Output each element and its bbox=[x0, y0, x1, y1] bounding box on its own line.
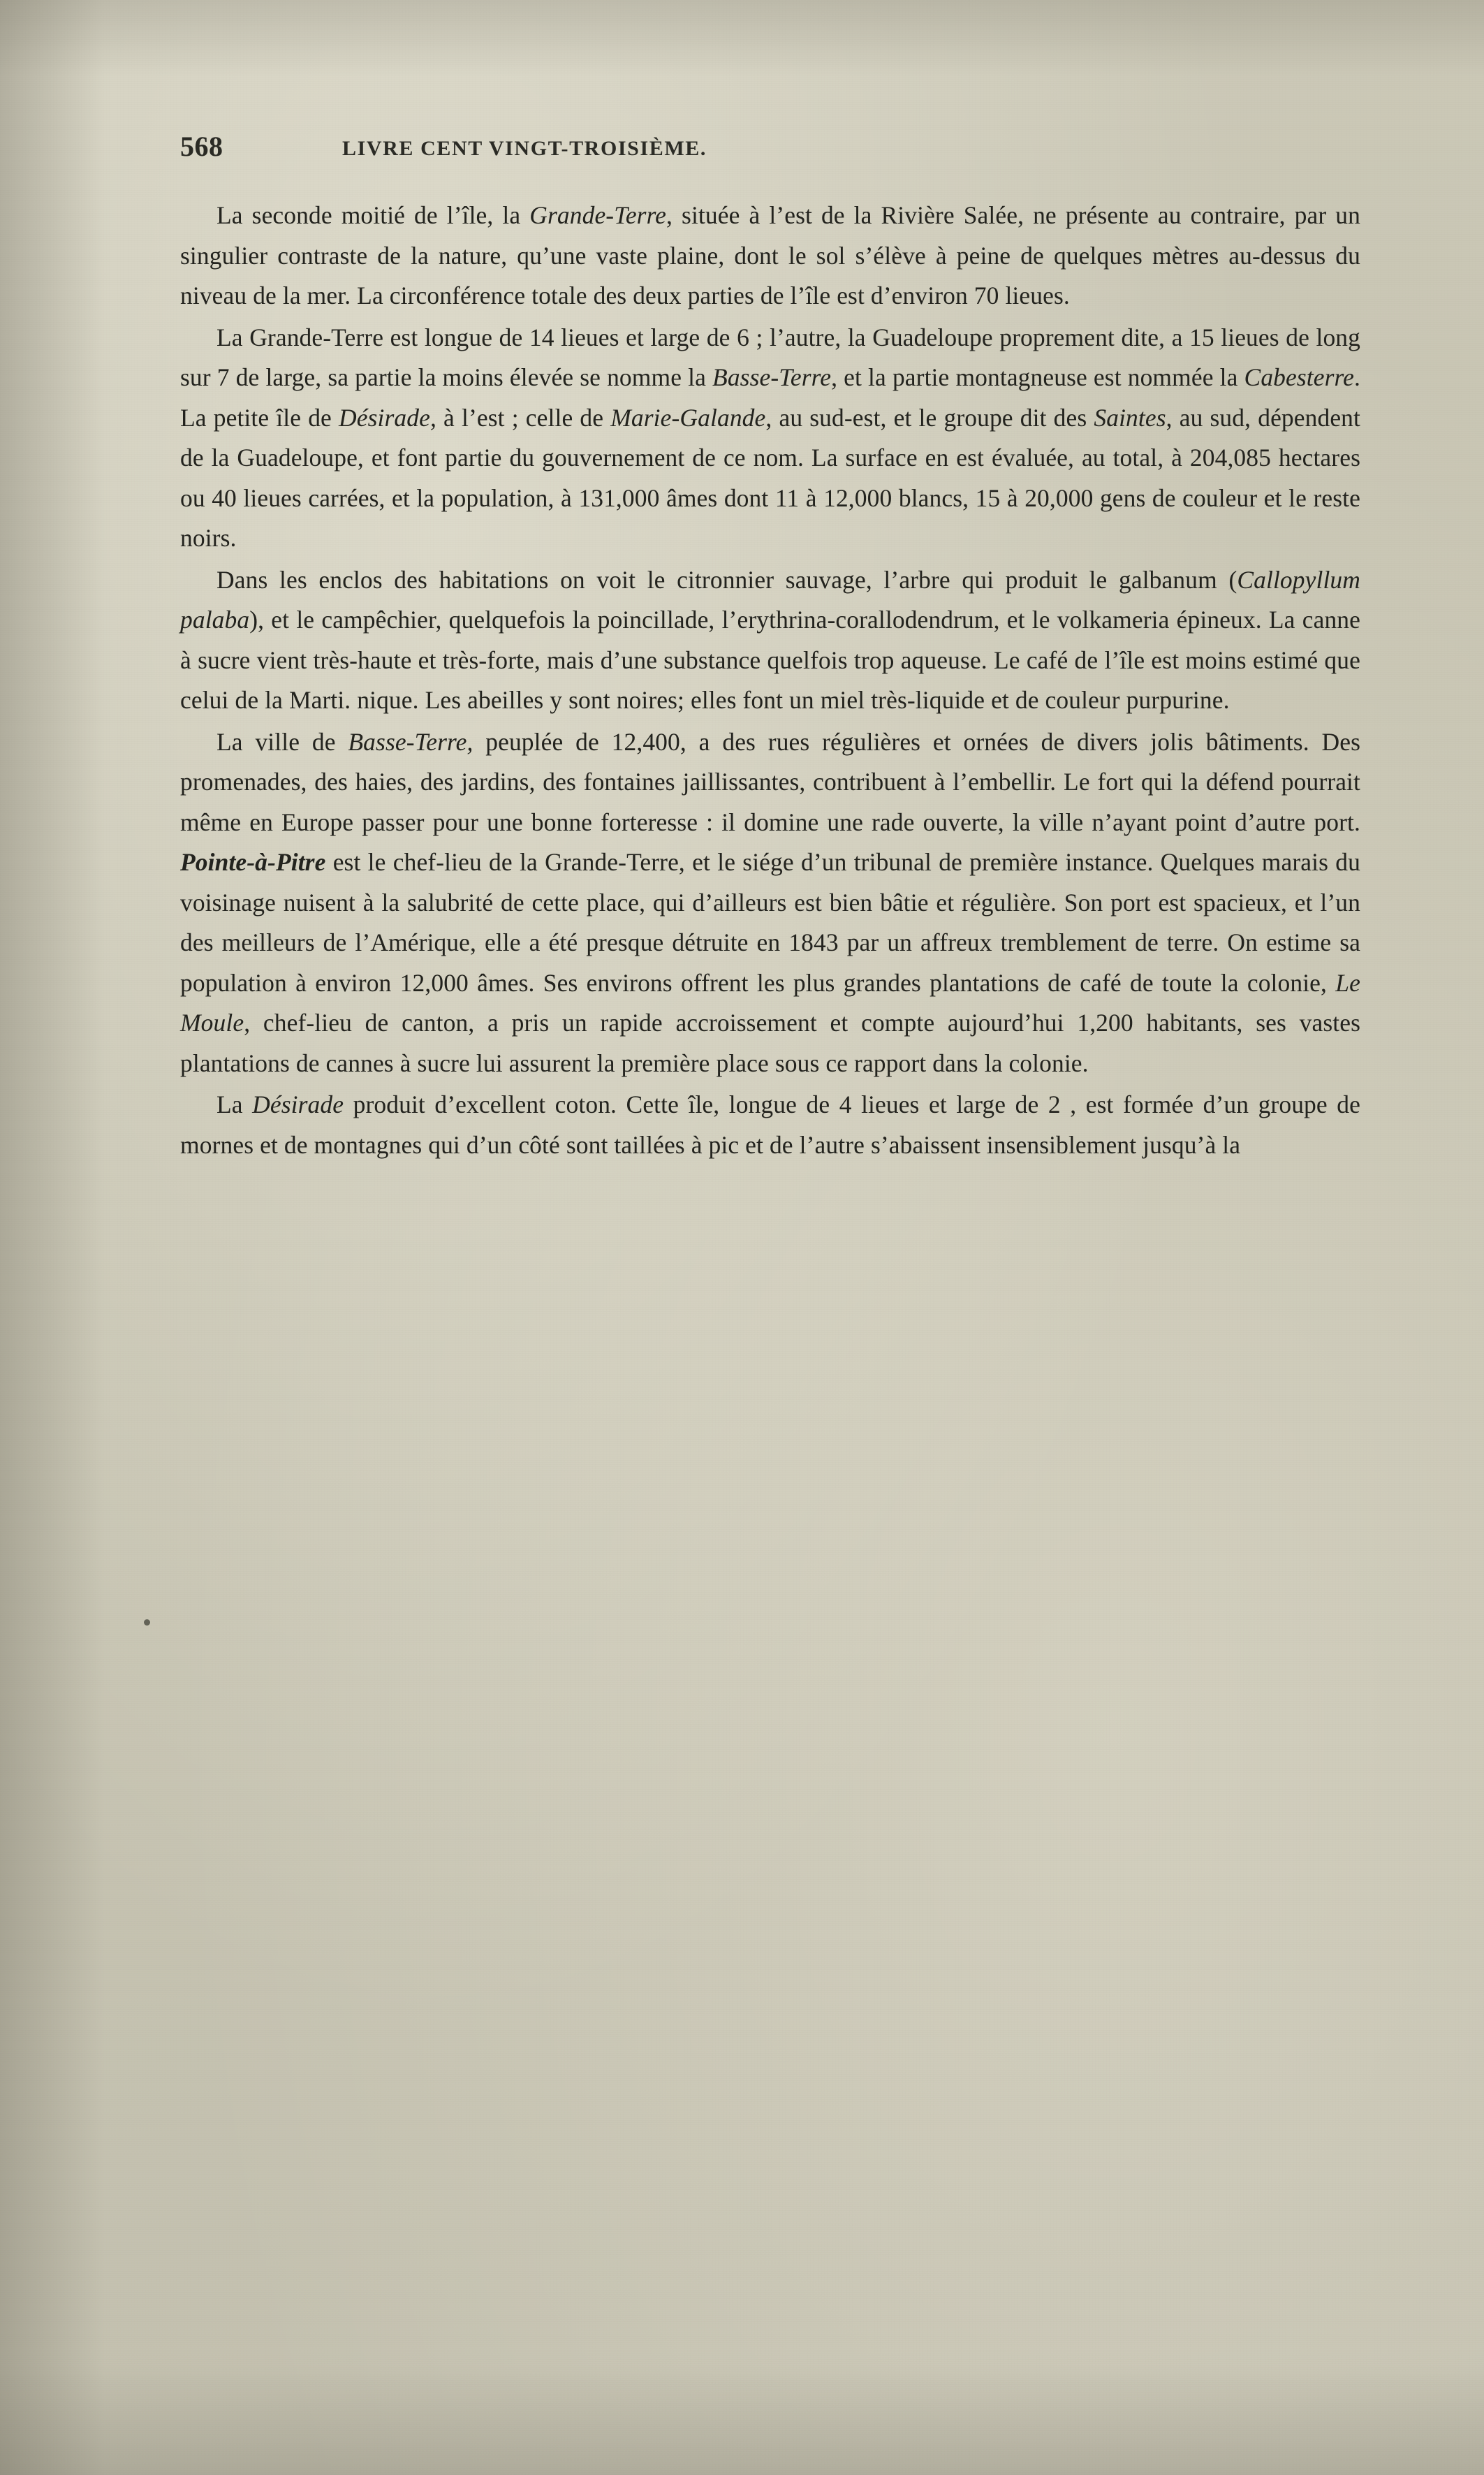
ink-speck bbox=[144, 1619, 150, 1626]
text-run: La ville de bbox=[216, 727, 348, 756]
page-header bbox=[180, 126, 1360, 177]
text-run: Désirade, bbox=[339, 403, 436, 432]
paragraph-5 bbox=[180, 1085, 1360, 1165]
text-run: est le chef-lieu de la Grande-Terre, et le siége d’un tribunal de première instance. Quelques marais du voisinage nuisent à la salubrité de cette place, qui d’ailleurs est bien bâtie et régulière. Son port est spacieux, et l’un des meilleurs de l’Amérique, elle a été presque détruite en 1843 par un affreux tremblement de terre. On estime sa population à environ 12,000 âmes. Ses environs offrent les plus grandes plantations de café de toute la colonie, bbox=[180, 848, 1360, 997]
page-number: 568 bbox=[180, 131, 223, 162]
text-run: Saintes bbox=[1094, 403, 1166, 432]
text-run: , chef-lieu de canton, a pris un rapide accroissement et compte aujourd’hui 1,200 habitants, ses vastes plantations de cannes à sucre lui assurent la première place sous ce rapport dans la colonie. bbox=[180, 1009, 1360, 1077]
body-text bbox=[180, 196, 1360, 1165]
text-run: Basse-Terre, bbox=[348, 727, 473, 756]
text-run: La Grande-Terre est longue de 14 lieues et large de 6 ; l’autre, la Guadeloupe proprement dite, a 15 lieues de long sur 7 de large, sa partie la moins élevée se nomme la bbox=[180, 323, 1360, 391]
text-run: , au sud, dépendent de la Guadeloupe, et font partie du gouvernement de ce nom. La surface en est évaluée, au total, à 204,085 hectares ou 40 lieues carrées, et la population, à 131,000 âmes dont 11 à 12,000 blancs, 15 à 20,000 gens de couleur et le reste noirs. bbox=[180, 403, 1360, 552]
text-run: peuplée de 12,400, a des rues régulières et ornées de divers jolis bâtiments. Des promenades, des haies, des jardins, des fontaines jaillissantes, contribuent à l’embellir. Le fort qui la défend pourrait même en Europe passer pour une bonne forteresse : il domine une rade ouverte, la ville n’ayant point d’autre port. bbox=[180, 727, 1360, 836]
text-run: Basse-Terre bbox=[712, 363, 832, 391]
text-run: Marie-Galande bbox=[610, 403, 766, 432]
text-run: Pointe-à-Pitre bbox=[180, 848, 326, 876]
text-run: , située à l’est de la Rivière Salée, ne présente au contraire, par un singulier contraste de la nature, qu’une vaste plaine, dont le sol s’élève à peine de quelques mètres au-dessus du niveau de la mer. La circonférence totale des deux parties de l’île est d’environ 70 lieues. bbox=[180, 201, 1360, 309]
page-content bbox=[180, 126, 1360, 1167]
paragraph-1 bbox=[180, 196, 1360, 316]
text-run: La seconde moitié de l’île, la bbox=[216, 201, 530, 229]
text-run: . La petite île de bbox=[180, 363, 1360, 432]
text-run: Grande-Terre bbox=[529, 201, 667, 229]
page-edge-shadow-bottom bbox=[0, 2363, 1484, 2475]
text-run: Le Moule bbox=[180, 968, 1360, 1037]
paragraph-2 bbox=[180, 318, 1360, 559]
text-run: à l’est ; celle de bbox=[436, 403, 611, 432]
page-edge-shadow-top bbox=[0, 0, 1484, 77]
text-run: produit d’excellent coton. Cette île, longue de 4 lieues et large de 2 , est formée d’un groupe de mornes et de montagnes qui d’un côté sont taillées à pic et de l’autre s’abaissent insensiblement jusqu’à la bbox=[180, 1090, 1360, 1159]
text-run: Désirade bbox=[252, 1090, 344, 1118]
paragraph-4 bbox=[180, 722, 1360, 1084]
running-head: LIVRE CENT VINGT-TROISIÈME. bbox=[342, 137, 707, 160]
text-run: Dans les enclos des habitations on voit le citronnier sauvage, l’arbre qui produit le galbanum ( bbox=[216, 565, 1237, 594]
text-run: ), et le campêchier, quelquefois la poincillade, l’erythrina-corallodendrum, et le volkameria épineux. La canne à sucre vient très-haute et très-forte, mais d’une substance quelfois trop aqueuse. Le café de l’île est moins estimé que celui de la Marti. nique. Les abeilles y sont noires; elles font un miel très-liquide et de couleur purpurine. bbox=[180, 606, 1360, 714]
text-run: , et la partie montagneuse est nommée la bbox=[831, 363, 1244, 391]
text-run: Callopyllum palaba bbox=[180, 565, 1360, 634]
text-run: Cabesterre bbox=[1244, 363, 1354, 391]
text-run: , au sud-est, et le groupe dit des bbox=[765, 403, 1094, 432]
text-run: La bbox=[216, 1090, 253, 1118]
paragraph-3 bbox=[180, 560, 1360, 721]
page-edge-shadow-left bbox=[0, 0, 105, 2475]
